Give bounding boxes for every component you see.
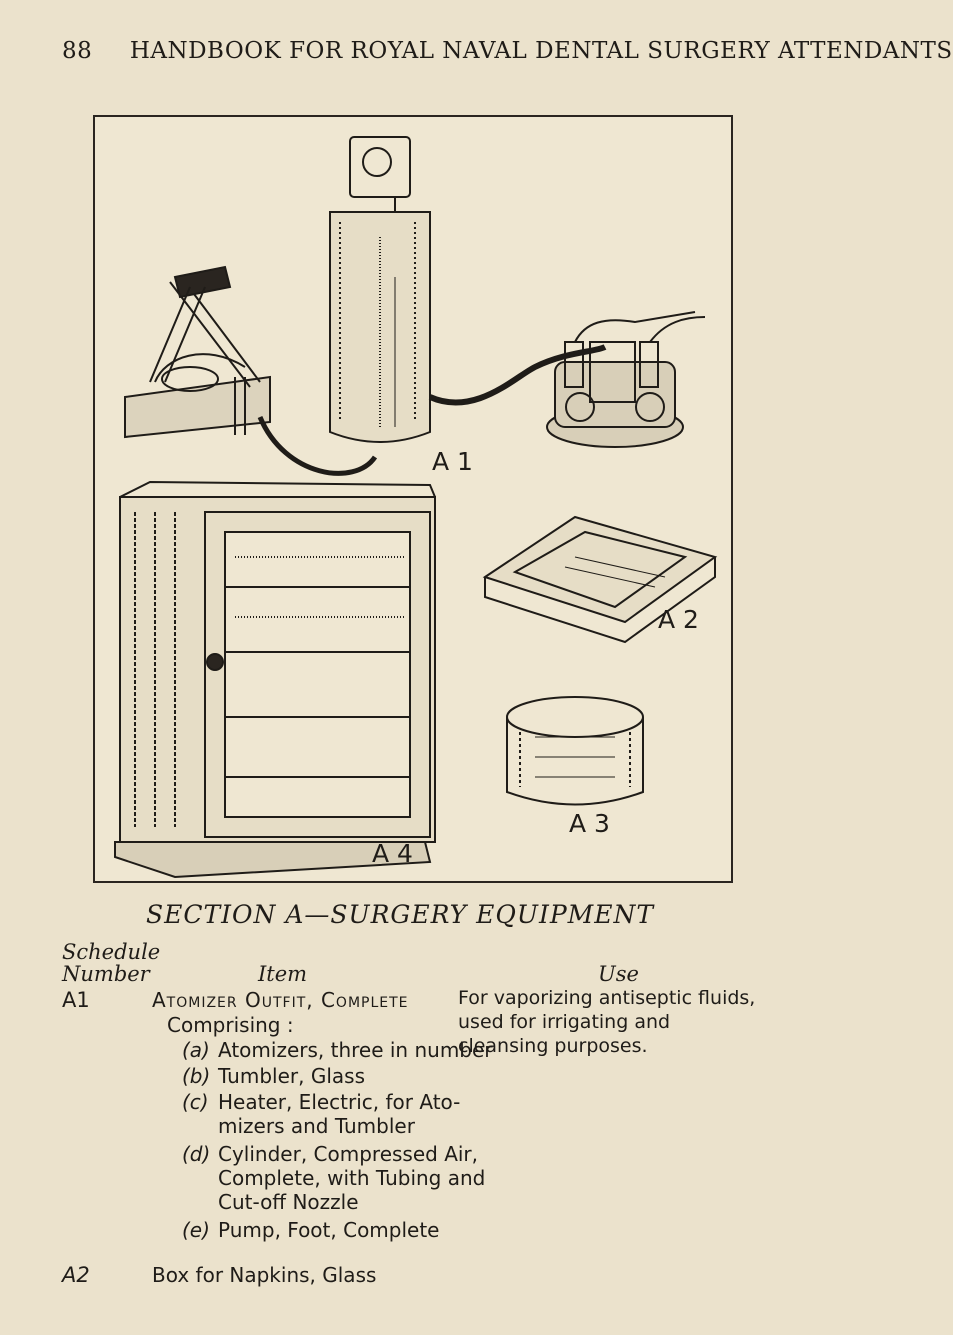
component-c-mark: (c) bbox=[182, 1090, 209, 1114]
component-d bbox=[182, 1142, 485, 1214]
component-e-mark: (e) bbox=[182, 1218, 210, 1242]
row-number-a1: A1 bbox=[62, 988, 90, 1012]
component-d-mark: (d) bbox=[182, 1142, 211, 1166]
item-title-a2: Box for Napkins, Glass bbox=[152, 1263, 377, 1287]
column-head-schedule: Schedule bbox=[62, 940, 161, 964]
equipment-illustration bbox=[95, 117, 735, 885]
component-e bbox=[182, 1218, 439, 1242]
component-d-text-2: Complete, with Tubing and bbox=[218, 1166, 486, 1190]
component-d-text-3: Cut-off Nozzle bbox=[218, 1190, 359, 1214]
component-b-mark: (b) bbox=[182, 1064, 211, 1088]
component-a-mark: (a) bbox=[182, 1038, 210, 1062]
figure-label-a1: A 1 bbox=[432, 447, 473, 476]
item-comprising: Comprising : bbox=[167, 1013, 294, 1037]
component-b bbox=[182, 1064, 365, 1088]
glass-jar-drawing bbox=[507, 697, 643, 805]
figure-label-a4: A 4 bbox=[372, 839, 413, 868]
column-head-item: Item bbox=[258, 962, 308, 986]
row-number-a2: A2 bbox=[62, 1263, 90, 1287]
page-number: 88 bbox=[62, 38, 93, 64]
component-b-text: Tumbler, Glass bbox=[218, 1064, 365, 1088]
running-title: HANDBOOK FOR ROYAL NAVAL DENTAL SURGERY ATTENDANTS bbox=[129, 38, 953, 64]
figure-label-a2: A 2 bbox=[658, 605, 699, 634]
figure-label-a3: A 3 bbox=[569, 809, 610, 838]
component-a bbox=[182, 1038, 493, 1062]
item-title-a1-text: Atomizer Outfit, Complete bbox=[152, 988, 409, 1012]
equipment-plate bbox=[93, 115, 733, 883]
heater-atomizers-drawing bbox=[547, 312, 705, 447]
component-c-text-2: mizers and Tumbler bbox=[218, 1114, 415, 1138]
running-head bbox=[62, 38, 953, 64]
instrument-cabinet-drawing bbox=[115, 482, 435, 877]
component-e-text: Pump, Foot, Complete bbox=[218, 1218, 440, 1242]
section-title: SECTION A—SURGERY EQUIPMENT bbox=[145, 900, 655, 929]
component-a-text: Atomizers, three in number bbox=[218, 1038, 493, 1062]
air-cylinder-drawing bbox=[330, 137, 430, 442]
column-head-use: Use bbox=[598, 962, 639, 986]
component-c bbox=[182, 1090, 460, 1138]
column-head-number: Number bbox=[62, 962, 150, 986]
component-d-text-1: Cylinder, Compressed Air, bbox=[218, 1142, 479, 1166]
item-title-a1 bbox=[152, 988, 409, 1012]
component-c-text-1: Heater, Electric, for Ato- bbox=[218, 1090, 461, 1114]
use-text-a1: For vaporizing antiseptic fluids, used for irrigating and cleansing purposes. bbox=[458, 987, 756, 1057]
